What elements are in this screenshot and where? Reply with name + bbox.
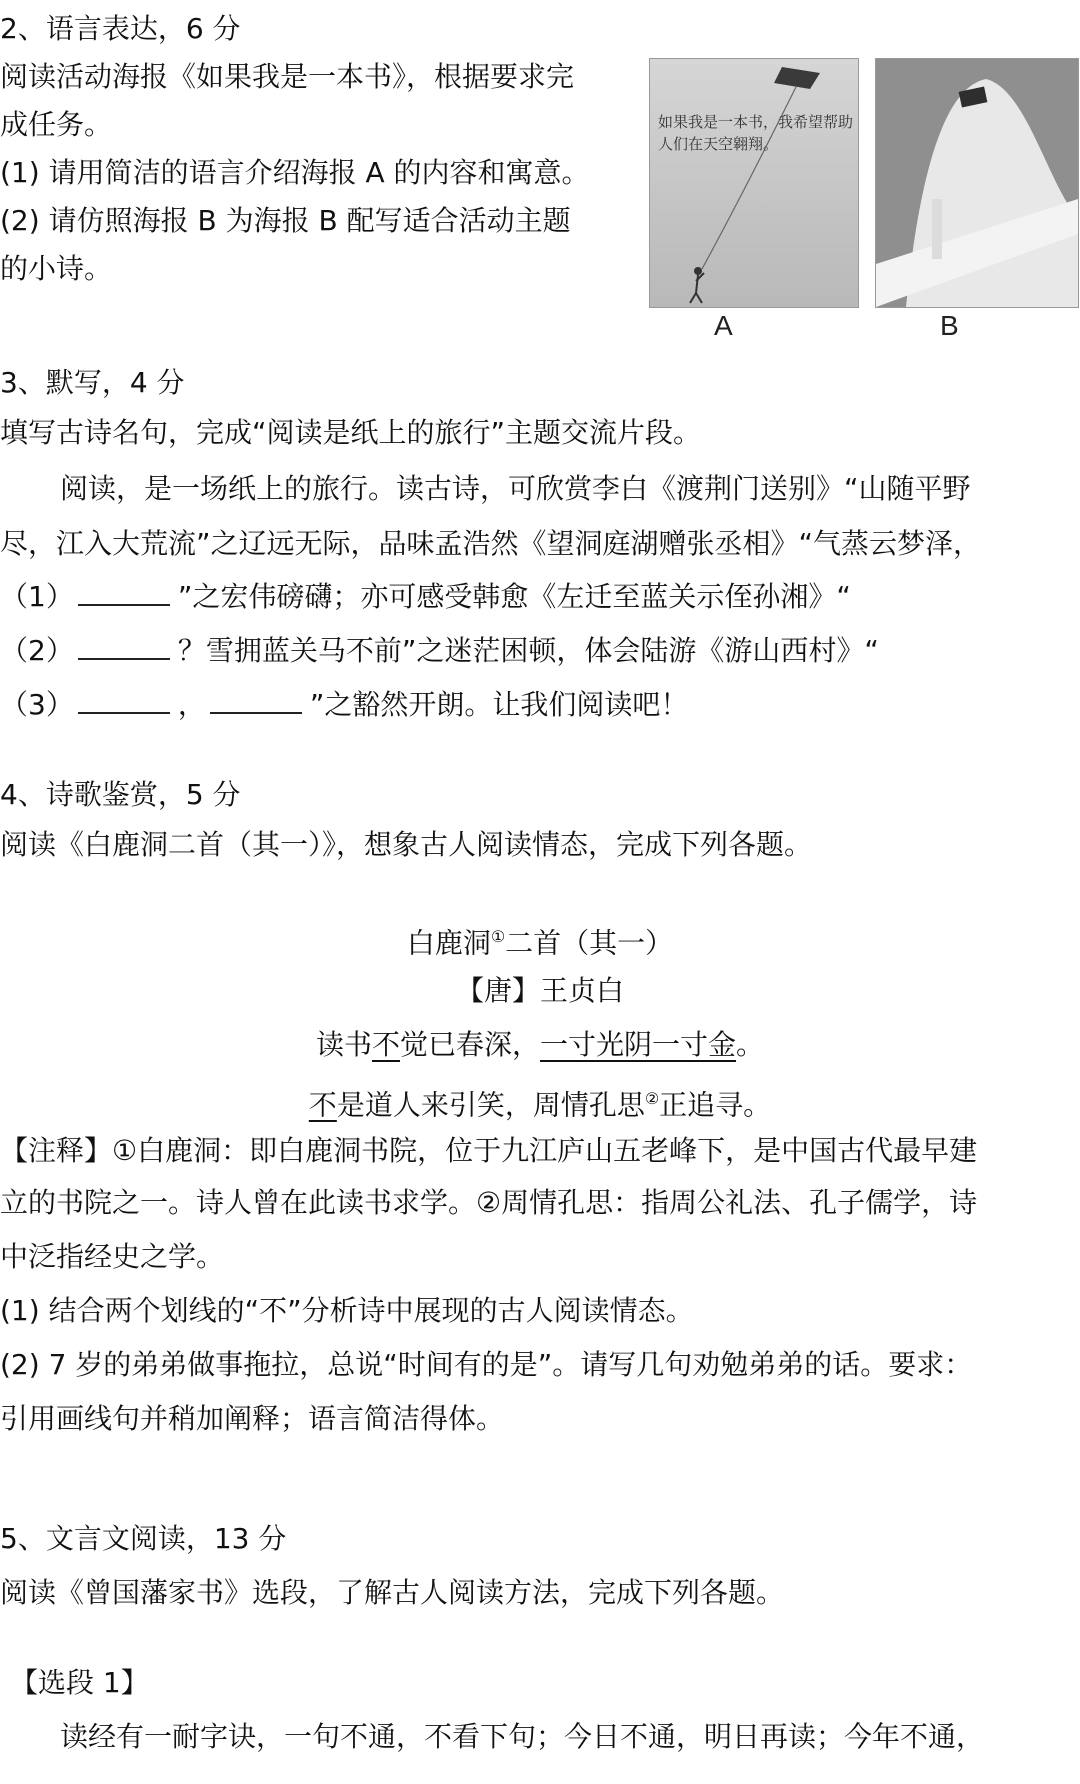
poem-title-rest: 二首（其一） xyxy=(505,926,674,960)
q2-intro-line2: 成任务。 xyxy=(0,108,113,141)
underlined-phrase: 一寸光阴一寸金 xyxy=(540,1028,737,1061)
kite-illustration-icon xyxy=(650,59,858,307)
blank1-number: （1） xyxy=(0,580,74,613)
fill-blank-3b[interactable] xyxy=(210,686,302,714)
q2-task2-line1: (2) 请仿照海报 B 为海报 B 配写适合活动主题 xyxy=(0,204,571,237)
fill-blank-1[interactable] xyxy=(78,578,170,606)
q2-task1: (1) 请用简洁的语言介绍海报 A 的内容和寓意。 xyxy=(0,156,590,189)
underlined-bu-2: 不 xyxy=(308,1088,337,1122)
q4-task2-line1: (2) 7 岁的弟弟做事拖拉，总说“时间有的是”。请写几句劝勉弟弟的话。要求： xyxy=(0,1348,973,1381)
underlined-bu-1: 不 xyxy=(371,1028,400,1061)
q4-task1: (1) 结合两个划线的“不”分析诗中展现的古人阅读情态。 xyxy=(0,1294,694,1327)
q3-paragraph-line1: 阅读，是一场纸上的旅行。读古诗，可欣赏李白《渡荆门送别》“山随平野 xyxy=(60,472,971,505)
poster-a-image xyxy=(649,58,859,308)
fill-blank-3a[interactable] xyxy=(78,686,170,714)
q4-note-line3: 中泛指经史之学。 xyxy=(0,1240,225,1273)
poem-author: 【唐】王贞白 xyxy=(455,974,624,1007)
poster-b-image xyxy=(875,58,1079,308)
poem-line2-part-a: 是道人来引笑，周情孔思 xyxy=(336,1088,645,1122)
poem-line-2 xyxy=(0,1080,1080,1122)
blank3-comma: ， xyxy=(177,688,206,721)
poster-b-label: B xyxy=(940,310,959,341)
q5-text-line1: 读经有一耐字诀，一句不通，不看下句；今日不通，明日再读；今年不通， xyxy=(60,1720,985,1753)
poem-title-note-mark: ① xyxy=(490,927,506,946)
poem-line2-note-mark: ② xyxy=(644,1089,660,1108)
poem-line2-part-b: 正追寻。 xyxy=(659,1088,772,1122)
q3-blank3-row xyxy=(0,686,688,724)
q5-heading: 5、文言文阅读，13 分 xyxy=(0,1522,287,1555)
poem-title-main: 白鹿洞 xyxy=(406,926,491,960)
q2-task2-line2: 的小诗。 xyxy=(0,252,113,285)
q5-intro: 阅读《曾国藩家书》选段，了解古人阅读方法，完成下列各题。 xyxy=(0,1576,785,1609)
q2-intro-line1: 阅读活动海报《如果我是一本书》，根据要求完 xyxy=(0,60,575,93)
q3-blank1-row xyxy=(0,578,851,616)
q4-heading: 4、诗歌鉴赏，5 分 xyxy=(0,778,241,811)
poem-title xyxy=(0,918,1080,960)
poster-a-label: A xyxy=(714,310,733,341)
poem-line1-part-c: 。 xyxy=(736,1028,765,1061)
q3-blank2-row xyxy=(0,632,879,670)
poem-line1-part-b: 觉已春深， xyxy=(399,1028,540,1061)
q3-paragraph-line2: 尽，江入大荒流”之辽远无际，品味孟浩然《望洞庭湖赠张丞相》“气蒸云梦泽， xyxy=(0,527,982,560)
q4-note-line1: 【注释】①白鹿洞：即白鹿洞书院，位于九江庐山五老峰下，是中国古代最早建 xyxy=(0,1134,978,1167)
q5-section-label: 【选段 1】 xyxy=(10,1666,149,1699)
q2-heading: 2、语言表达，6 分 xyxy=(0,12,241,45)
blank2-number: （2） xyxy=(0,634,74,667)
q4-note-line2: 立的书院之一。诗人曾在此读书求学。②周情孔思：指周公礼法、孔子儒学，诗 xyxy=(0,1186,978,1219)
blank2-text: ？雪拥蓝关马不前”之迷茫困顿，体会陆游《游山西村》“ xyxy=(177,634,879,667)
q3-intro: 填写古诗名句，完成“阅读是纸上的旅行”主题交流片段。 xyxy=(0,416,702,449)
book-illustration-icon xyxy=(876,59,1078,307)
q4-task2-line2: 引用画线句并稍加阐释；语言简洁得体。 xyxy=(0,1402,505,1435)
q3-heading: 3、默写，4 分 xyxy=(0,366,185,399)
blank3-text: ”之豁然开朗。让我们阅读吧！ xyxy=(309,688,689,721)
blank1-text: ”之宏伟磅礴；亦可感受韩愈《左迁至蓝关示侄孙湘》“ xyxy=(177,580,851,613)
q4-intro: 阅读《白鹿洞二首（其一）》，想象古人阅读情态，完成下列各题。 xyxy=(0,828,813,861)
blank3-number: （3） xyxy=(0,688,74,721)
fill-blank-2[interactable] xyxy=(78,632,170,660)
poem-line-1 xyxy=(0,1026,1080,1064)
poem-line1-part-a: 读书 xyxy=(315,1028,372,1061)
poster-a-text: 如果我是一本书，我希望帮助人们在天空翱翔。 xyxy=(658,113,854,153)
